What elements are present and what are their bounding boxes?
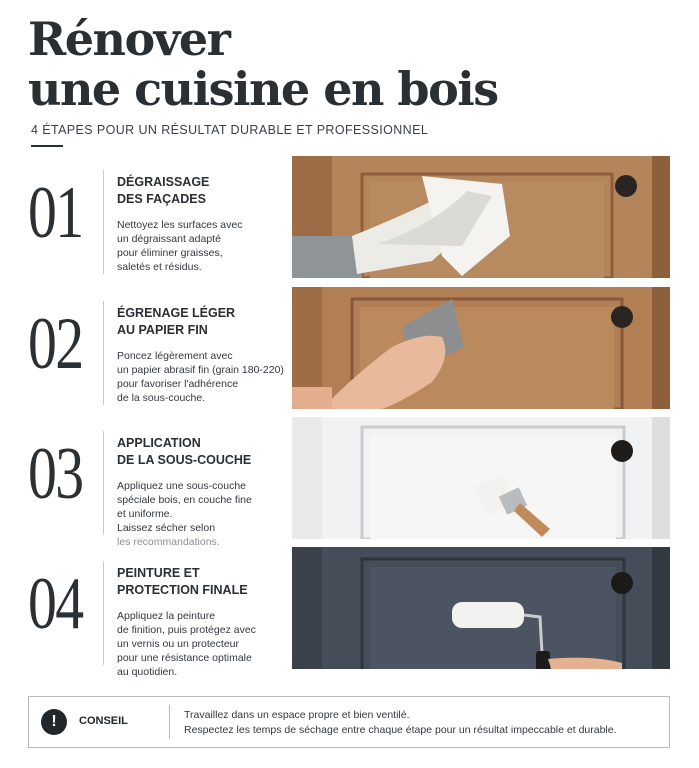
step-title-line-2: DES FAÇADES (117, 192, 206, 206)
step-title (117, 305, 235, 339)
step-title (117, 435, 251, 469)
sanding-cabinet-photo (292, 287, 670, 409)
step-desc-line: Nettoyez les surfaces avec (117, 219, 243, 231)
step-title-line-2: PROTECTION FINALE (117, 583, 248, 597)
step-desc-line: Laissez sécher selon (117, 522, 216, 534)
step-title-line-2: DE LA SOUS-COUCHE (117, 453, 252, 467)
step-1 (0, 156, 699, 276)
step-desc-line: spéciale bois, en couche fine (117, 494, 252, 506)
step-description (117, 218, 242, 274)
step-title-line-1: DÉGRAISSAGE (117, 175, 210, 189)
tip-text (184, 708, 617, 738)
step-desc-line: pour une résistance optimale (117, 652, 252, 664)
step-divider (103, 170, 104, 274)
page-subtitle: 4 ÉTAPES POUR UN RÉSULTAT DURABLE ET PROFESSIONNEL (31, 123, 429, 137)
step-desc-line: pour favoriser l'adhérence (117, 378, 239, 390)
tip-box (28, 696, 670, 748)
step-desc-line: un dégraissant adapté (117, 233, 221, 245)
step-desc-line: un vernis ou un protecteur (117, 638, 239, 650)
cleaning-cabinet-photo (292, 156, 670, 278)
step-2 (0, 287, 699, 407)
step-divider (103, 431, 104, 535)
step-title-line-1: ÉGRENAGE LÉGER (117, 306, 236, 320)
painting-cabinet-photo (292, 547, 670, 669)
title-divider (31, 145, 63, 147)
step-title-line-1: APPLICATION (117, 436, 201, 450)
step-description (117, 479, 252, 549)
step-desc-line: Appliquez une sous-couche (117, 480, 247, 492)
tip-line-2: Respectez les temps de séchage entre chaque étape pour un résultat impeccable et durable. (184, 724, 617, 736)
step-desc-line: de la sous-couche. (117, 392, 206, 404)
exclamation-icon: ! (41, 709, 67, 735)
step-title-line-1: PEINTURE ET (117, 566, 200, 580)
step-desc-line: Appliquez la peinture (117, 610, 216, 622)
step-desc-line: de finition, puis protégez avec (117, 624, 256, 636)
step-number: 03 (28, 433, 83, 515)
priming-cabinet-photo (292, 417, 670, 539)
step-4 (0, 547, 699, 678)
step-title-line-2: AU PAPIER FIN (117, 323, 208, 337)
step-number: 02 (28, 303, 83, 385)
page-title (28, 14, 498, 114)
step-divider (103, 301, 104, 405)
step-desc-line: Poncez légèrement avec (117, 350, 233, 362)
step-desc-line: et uniforme. (117, 508, 173, 520)
title-line-2: une cuisine en bois (28, 62, 498, 116)
step-description (117, 349, 284, 405)
step-desc-line: un papier abrasif fin (grain 180-220) (117, 364, 284, 376)
tip-line-1: Travaillez dans un espace propre et bien ventilé. (184, 709, 410, 721)
tip-divider (169, 705, 170, 739)
step-desc-line: pour éliminer graisses, (117, 247, 223, 259)
step-divider (103, 561, 104, 665)
tip-label: CONSEIL (79, 715, 128, 727)
step-title (117, 565, 248, 599)
step-description (117, 609, 256, 679)
title-line-1: Rénover (28, 12, 230, 66)
step-desc-line: au quotidien. (117, 666, 178, 678)
step-number: 04 (28, 563, 83, 645)
step-3 (0, 417, 699, 548)
step-number: 01 (28, 172, 83, 254)
step-desc-line: saletés et résidus. (117, 261, 202, 273)
step-title (117, 174, 209, 208)
step-desc-line: les recommandations. (117, 536, 220, 548)
